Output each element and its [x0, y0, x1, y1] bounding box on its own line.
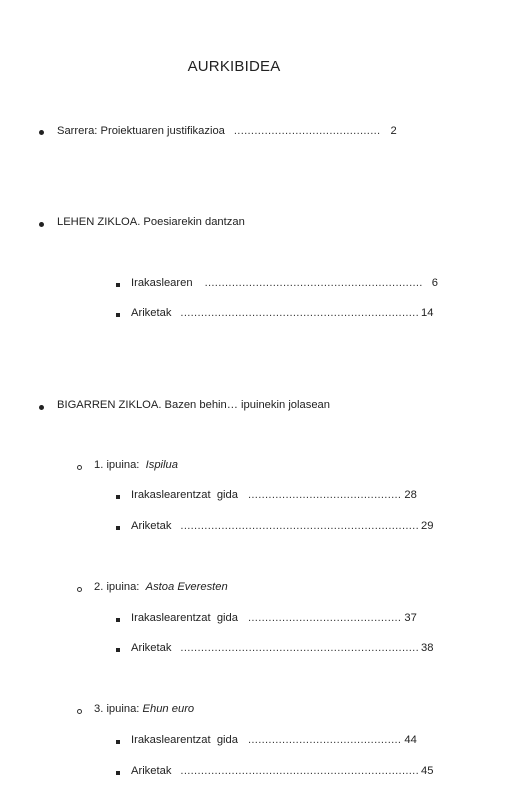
toc-subsection-prefix: 1. ipuina:	[94, 459, 146, 471]
toc-dot-leader: ......................................................................	[180, 642, 419, 654]
bullet-disc	[39, 222, 44, 227]
toc-entry-irakaslearentzat-gida[interactable]	[131, 612, 417, 624]
toc-subsection-ipuina-1[interactable]	[94, 459, 178, 471]
toc-entry-label: Irakaslearentzat gida	[131, 489, 238, 501]
toc-entry-label: Ariketak	[131, 642, 172, 654]
toc-entry-irakaslearen[interactable]	[131, 277, 438, 289]
toc-dot-leader: ......................................................................	[180, 765, 419, 777]
bullet-disc	[39, 405, 44, 410]
toc-subsection-prefix: 3. ipuina:	[94, 703, 143, 715]
toc-subsection-ipuina-3[interactable]	[94, 703, 194, 715]
toc-subsection-title: Astoa Everesten	[145, 581, 228, 593]
toc-page-number: 6	[431, 277, 438, 289]
toc-page-number: 28	[404, 489, 417, 501]
toc-page-number: 45	[421, 765, 434, 777]
toc-subsection-prefix: 2. ipuina:	[94, 581, 146, 593]
toc-subsection-title: Ispilua	[145, 459, 178, 471]
toc-page-number: 44	[404, 734, 417, 746]
toc-page-number: 38	[421, 642, 434, 654]
toc-page-number: 37	[404, 612, 417, 624]
toc-entry-ariketak[interactable]	[131, 307, 433, 319]
toc-entry-label: Sarrera: Proiektuaren justifikazioa	[57, 125, 225, 137]
bullet-square	[116, 648, 120, 652]
bullet-circle	[77, 465, 82, 470]
bullet-square	[116, 526, 120, 530]
toc-page-number: 14	[421, 307, 434, 319]
bullet-square	[116, 618, 120, 622]
bullet-circle	[77, 709, 82, 714]
toc-entry-label: Irakaslearen	[131, 277, 193, 289]
toc-entry-label: Ariketak	[131, 307, 172, 319]
toc-entry-ariketak[interactable]	[131, 642, 433, 654]
bullet-square	[116, 740, 120, 744]
bullet-circle	[77, 587, 82, 592]
toc-entry-ariketak[interactable]	[131, 765, 433, 777]
toc-title: AURKIBIDEA	[187, 58, 281, 75]
toc-subsection-ipuina-2[interactable]	[94, 581, 228, 593]
toc-dot-leader: .............................................	[247, 734, 402, 746]
toc-subsection-title: Ehun euro	[142, 703, 195, 715]
bullet-square	[116, 495, 120, 499]
toc-section-label: LEHEN ZIKLOA. Poesiarekin dantzan	[57, 216, 245, 228]
bullet-disc	[39, 130, 44, 135]
toc-page-number: 29	[421, 520, 434, 532]
toc-dot-leader: .............................................	[247, 489, 402, 501]
bullet-square	[116, 313, 120, 317]
toc-dot-leader: ................................................................	[204, 277, 423, 289]
toc-entry-label: Ariketak	[131, 765, 172, 777]
toc-entry-ariketak[interactable]	[131, 520, 433, 532]
bullet-square	[116, 771, 120, 775]
toc-entry-irakaslearentzat-gida[interactable]	[131, 734, 417, 746]
toc-page-number: 2	[390, 125, 397, 137]
toc-dot-leader: ......................................................................	[180, 520, 419, 532]
toc-entry-irakaslearentzat-gida[interactable]	[131, 489, 417, 501]
toc-entry-label: Irakaslearentzat gida	[131, 612, 238, 624]
bullet-square	[116, 283, 120, 287]
toc-dot-leader: ......................................................................	[180, 307, 419, 319]
toc-dot-leader: ...........................................	[233, 125, 381, 137]
toc-dot-leader: .............................................	[247, 612, 402, 624]
toc-section-lehen-zikloa[interactable]	[57, 216, 245, 228]
toc-entry-label: Irakaslearentzat gida	[131, 734, 238, 746]
toc-entry-label: Ariketak	[131, 520, 172, 532]
toc-section-bigarren-zikloa[interactable]	[57, 399, 330, 411]
toc-section-label: BIGARREN ZIKLOA. Bazen behin… ipuinekin jolasean	[57, 399, 330, 411]
toc-entry-sarrera[interactable]	[57, 125, 397, 137]
